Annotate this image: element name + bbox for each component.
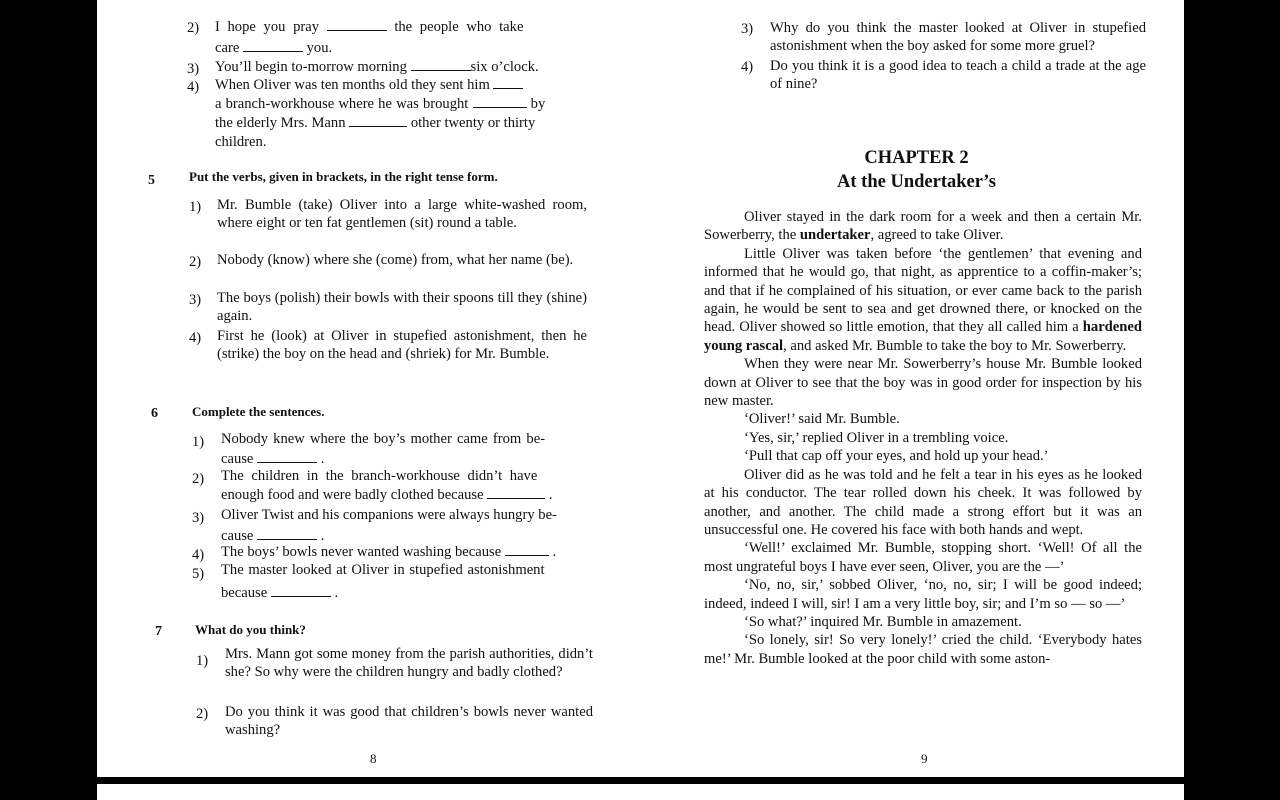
item-text: I hope you pray the people who take — [215, 19, 524, 35]
exercise-number: 5 — [148, 173, 155, 188]
item-number: 1) — [189, 199, 202, 215]
item-text: Mr. Bumble (take) Oliver into a large white-washed room, where eight or ten fat gentlemen (sit) round a table. — [217, 197, 587, 232]
item-number: 5) — [192, 566, 205, 582]
item-text: a branch-workhouse where he was brought by — [215, 96, 546, 112]
item-number: 2) — [196, 706, 209, 722]
item-number: 2) — [189, 254, 202, 270]
item-number: 4) — [189, 330, 202, 346]
item-text: Oliver Twist and his companions were always hungry be- — [221, 507, 557, 523]
item-number: 4) — [187, 79, 200, 95]
paragraph: ‘Well!’ exclaimed Mr. Bumble, stopping short. ‘Well! Of all the most ungrateful boys I have ever seen, Oliver, you are the —’ — [704, 540, 1142, 575]
left-page — [97, 0, 649, 777]
page-number: 8 — [370, 751, 377, 766]
chapter-body — [704, 208, 1142, 668]
item-text: enough food and were badly clothed because . — [221, 487, 553, 503]
item-text: The children in the branch-workhouse didn’t have — [221, 468, 538, 484]
item-number: 3) — [192, 510, 205, 526]
item-text: Do you think it is a good idea to teach a child a trade at the age of nine? — [770, 58, 1146, 93]
item-text: cause . — [221, 528, 325, 544]
paragraph: When they were near Mr. Sowerberry’s house Mr. Bumble looked down at Oliver to see that the boy was in good order for inspection by his new master. — [704, 356, 1142, 410]
chapter-label: CHAPTER 2 — [864, 148, 969, 168]
item-text: Mrs. Mann got some money from the parish authorities, didn’t she? So why were the children hungry and badly clothed? — [225, 646, 593, 681]
item-number: 4) — [741, 59, 754, 75]
item-number: 2) — [187, 20, 200, 36]
item-text: The boys (polish) their bowls with their spoons till they (shine) again. — [217, 290, 587, 325]
exercise-instruction: What do you think? — [195, 622, 306, 637]
paragraph: ‘Yes, sir,’ replied Oliver in a trembling voice. — [744, 429, 1009, 446]
exercise-number: 6 — [151, 406, 158, 421]
paragraph: Oliver stayed in the dark room for a week and then a certain Mr. Sowerberry, the undertaker, agreed to take Oliver. — [704, 209, 1142, 244]
paragraph: Little Oliver was taken before ‘the gentlemen’ that evening and informed that he would go, that night, as apprentice to a coffin-maker’s; and that if he complained of his situation, or ever came back to the parish again, he would be sent to sea and get drowned there, or knocked on the head. Oliver showed so little emotion, that they all called him a hardened young rascal, and asked Mr. Bumble to take the boy to Mr. Sowerberry. — [704, 245, 1142, 354]
item-text: First he (look) at Oliver in stupefied astonishment, then he (strike) the boy on the head and (shriek) for Mr. Bumble. — [217, 328, 587, 363]
item-text: Why do you think the master looked at Oliver in stupefied astonishment when the boy asked for some more gruel? — [770, 20, 1146, 55]
item-text: the elderly Mrs. Mann other twenty or thirty — [215, 115, 536, 131]
item-text: The master looked at Oliver in stupefied astonishment — [221, 562, 545, 578]
item-number: 3) — [189, 292, 202, 308]
paragraph: Oliver did as he was told and he felt a tear in his eyes as he looked at his conductor. The tear rolled down his cheek. It was followed by another, and another. The child made a strong effort but it was an unsuccessful one. He covered his face with both hands and wept. — [704, 466, 1142, 538]
item-text: Nobody knew where the boy’s mother came from be- — [221, 431, 546, 447]
exercise-number: 7 — [155, 624, 162, 639]
item-text: When Oliver was ten months old they sent him — [215, 76, 523, 94]
item-number: 1) — [192, 434, 205, 450]
paragraph: ‘So lonely, sir! So very lonely!’ cried the child. ‘Everybody hates me!’ Mr. Bumble looked at the poor child with some aston- — [704, 632, 1142, 667]
paragraph: ‘So what?’ inquired Mr. Bumble in amazement. — [744, 613, 1022, 630]
chapter-title: At the Undertaker’s — [837, 172, 996, 192]
item-text: cause . — [221, 451, 325, 467]
item-text: You’ll begin to-morrow morning six o’clock. — [215, 59, 539, 75]
item-text: children. — [215, 134, 267, 150]
item-text: The boys’ bowls never wanted washing because . — [221, 544, 557, 560]
right-page — [649, 0, 1184, 777]
item-number: 1) — [196, 653, 209, 669]
item-text: because . — [221, 585, 339, 601]
next-page-edge — [97, 784, 1184, 800]
exercise-instruction: Put the verbs, given in brackets, in the right tense form. — [189, 169, 498, 184]
paragraph: ‘Pull that cap off your eyes, and hold up your head.’ — [744, 448, 1049, 465]
exercise-instruction: Complete the sentences. — [192, 404, 325, 419]
item-text: Nobody (know) where she (come) from, what her name (be). — [217, 252, 574, 268]
item-number: 4) — [192, 547, 205, 563]
paragraph: ‘Oliver!’ said Mr. Bumble. — [744, 411, 900, 428]
item-number: 3) — [741, 21, 754, 37]
paragraph: ‘No, no, sir,’ sobbed Oliver, ‘no, no, sir; I will be good indeed; indeed, indeed I will, sir! I am a very little boy, sir; and I’m so — so —’ — [704, 577, 1142, 612]
item-number: 2) — [192, 471, 205, 487]
item-text: care you. — [215, 40, 333, 56]
page-number: 9 — [921, 751, 928, 766]
item-text: Do you think it was good that children’s bowls never wanted washing? — [225, 704, 593, 739]
item-number: 3) — [187, 61, 200, 77]
